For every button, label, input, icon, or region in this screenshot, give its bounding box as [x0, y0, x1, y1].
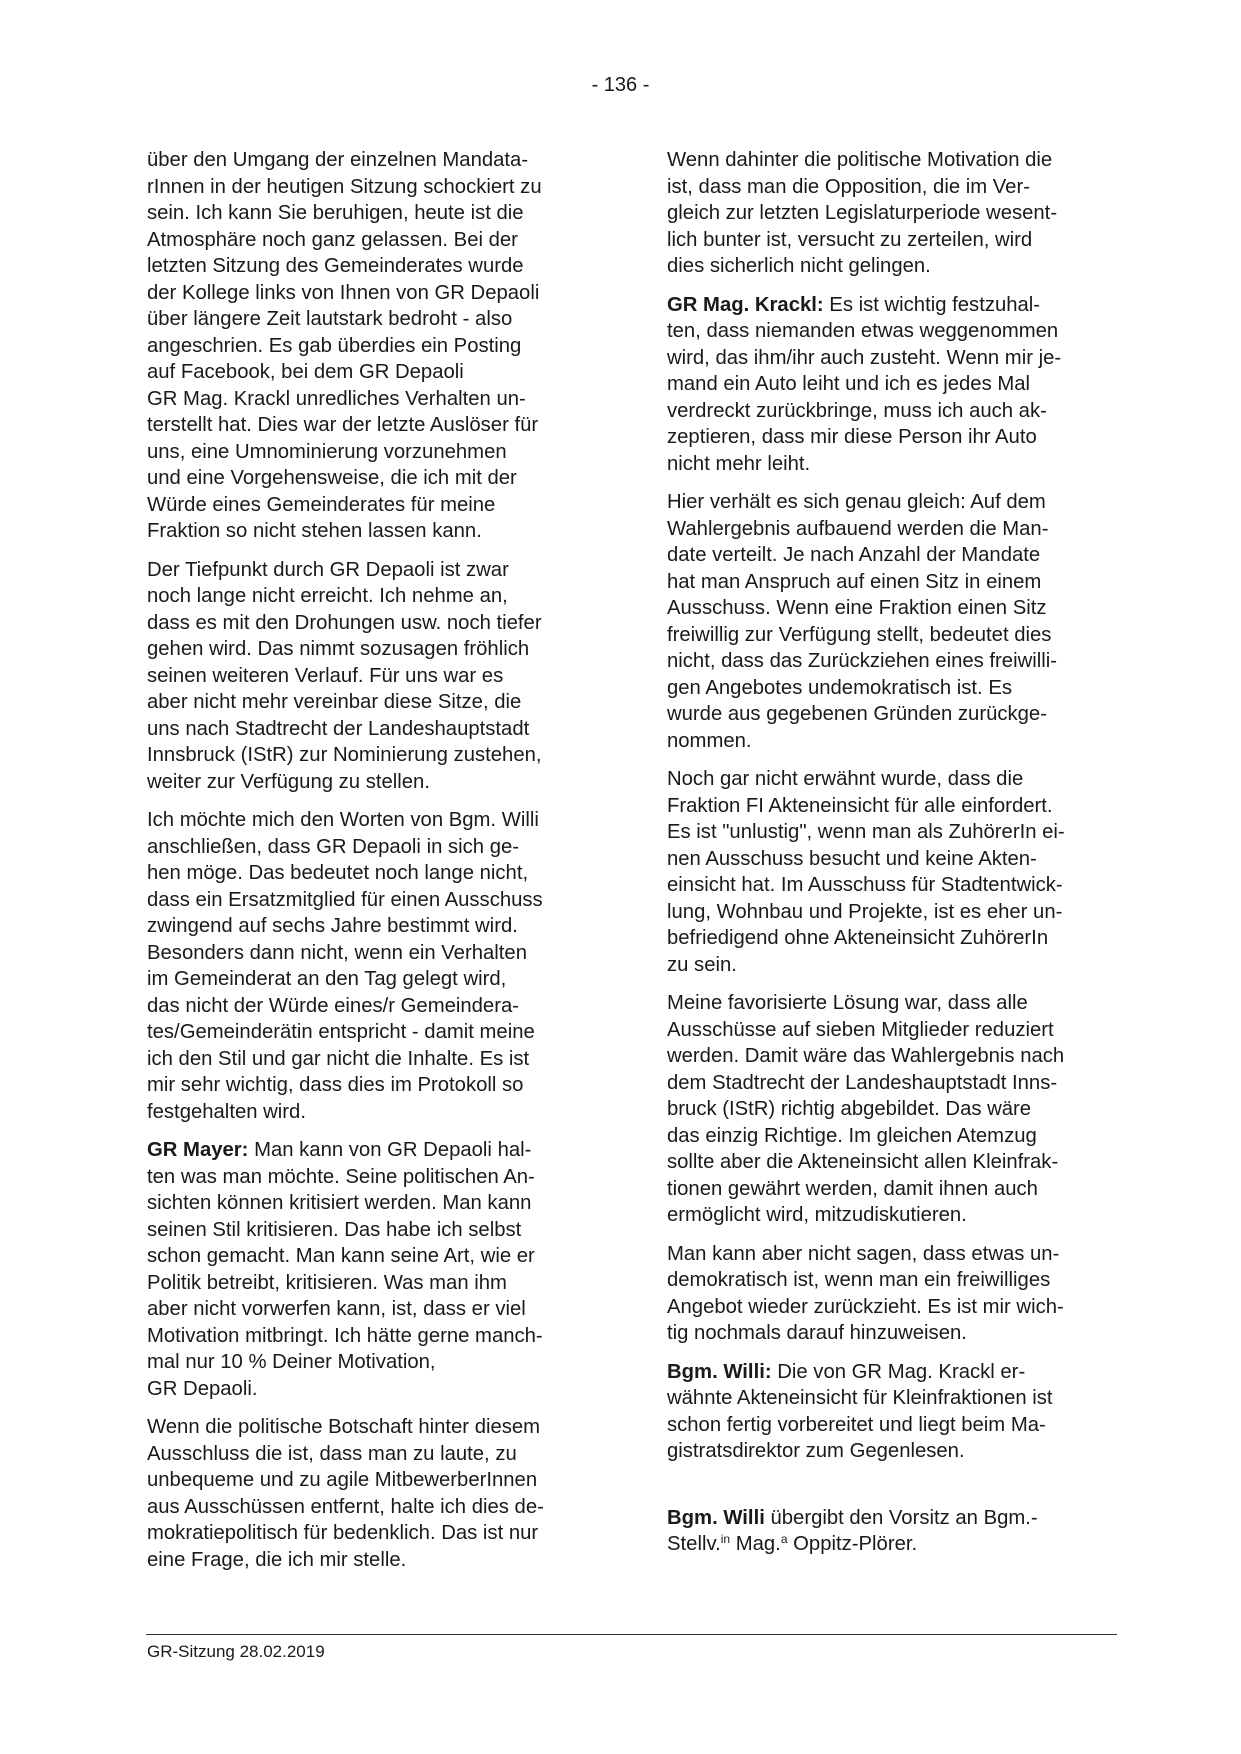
paragraph [667, 147, 1117, 280]
paragraph [147, 147, 597, 545]
paragraph [667, 990, 1117, 1229]
text-line: zeptieren, dass mir diese Person ihr Auto [667, 426, 1037, 448]
name-text: Oppitz-Plörer. [787, 1533, 918, 1555]
text-line: wurde aus gegebenen Gründen zurückge- [667, 703, 1047, 725]
text-line: Wenn dahinter die politische Motivation die [667, 149, 1053, 171]
speaker-paragraph-willi [667, 1359, 1117, 1465]
speaker-name: Bgm. Willi [667, 1506, 765, 1529]
text-line: Ich möchte mich den Worten von Bgm. Willi [147, 809, 539, 831]
text-line: gleich zur letzten Legislaturperiode wesent- [667, 202, 1058, 224]
text-line: ermöglicht wird, mitzudiskutieren. [667, 1204, 967, 1226]
handover-note [667, 1505, 1117, 1558]
text-line: das nicht der Würde eines/r Gemeindera- [147, 994, 519, 1017]
speaker-name: GR Mag. Krackl: [667, 293, 824, 316]
text-line: Der Tiefpunkt durch GR Depaoli ist zwar [147, 558, 509, 581]
text-line: zu sein. [667, 953, 737, 976]
speaker-paragraph-mayer [147, 1137, 597, 1402]
text-line: gen Angebotes undemokratisch ist. Es [667, 676, 1012, 699]
text-line: mand ein Auto leiht und ich es jedes Mal [667, 373, 1031, 395]
left-column [147, 147, 597, 1585]
text-line: Besonders dann nicht, wenn ein Verhalten [147, 941, 527, 964]
text-line: das einzig Richtige. Im gleichen Atemzug [667, 1124, 1037, 1147]
superscript-in: in [720, 1532, 731, 1546]
text-line: der Kollege links von Ihnen von GR Depaoli [147, 281, 540, 304]
first-line [667, 1359, 1117, 1386]
text-line: Es ist "unlustig", wenn man als ZuhörerIn ei- [667, 821, 1065, 843]
text-line: freiwillig zur Verfügung stellt, bedeutet dies [667, 623, 1052, 646]
text-line: weiter zur Verfügung zu stellen. [147, 770, 430, 793]
text-line: terstellt hat. Dies war der letzte Auslöser für [147, 414, 539, 436]
text-line: mal nur 10 % Deiner Motivation, [147, 1351, 436, 1373]
text-line: tes/Gemeinderätin entspricht - damit meine [147, 1021, 535, 1043]
text-line: nommen. [667, 729, 752, 752]
text-line: dass es mit den Drohungen usw. noch tiefer [147, 611, 542, 634]
text-line: Fraktion so nicht stehen lassen kann. [147, 520, 482, 542]
text-line: mir sehr wichtig, dass dies im Protokoll so [147, 1074, 524, 1096]
paragraph [667, 766, 1117, 978]
text-line: bruck (IStR) richtig abgebildet. Das wäre [667, 1098, 1032, 1120]
text-line: sein. Ich kann Sie beruhigen, heute ist die [147, 202, 524, 224]
text-line: date verteilt. Je nach Anzahl der Mandate [667, 544, 1041, 566]
text-line: Noch gar nicht erwähnt wurde, dass die [667, 768, 1024, 790]
paragraph [147, 807, 597, 1125]
text-line: Hier verhält es sich genau gleich: Auf dem [667, 491, 1046, 513]
text-line: Wenn die politische Botschaft hinter diesem [147, 1416, 541, 1438]
text-line: uns, eine Umnominierung vorzunehmen [147, 440, 507, 463]
speaker-paragraph-krackl [667, 292, 1117, 478]
text-line: hat man Anspruch auf einen Sitz in einem [667, 570, 1042, 593]
paragraph-lines [667, 1385, 1117, 1465]
text-line: seinen Stil kritisieren. Das habe ich selbst [147, 1218, 522, 1241]
text: Man kann von GR Depaoli hal- [248, 1139, 532, 1161]
text-line: Innsbruck (IStR) zur Nominierung zustehen, [147, 744, 542, 766]
text-line: hen möge. Das bedeutet noch lange nicht, [147, 862, 529, 884]
text-line: auf Facebook, bei dem GR Depaoli [147, 361, 464, 383]
text-line: Man kann aber nicht sagen, dass etwas un- [667, 1242, 1060, 1265]
footer-text: GR-Sitzung 28.02.2019 [147, 1642, 325, 1661]
text-line: Ausschüsse auf sieben Mitglieder reduziert [667, 1018, 1054, 1041]
text-line: Würde eines Gemeinderates für meine [147, 493, 496, 516]
text: Die von GR Mag. Krackl er- [771, 1360, 1026, 1383]
text-line: einsicht hat. Im Ausschuss für Stadtentwick- [667, 874, 1063, 896]
text-line: im Gemeinderat an den Tag gelegt wird, [147, 968, 507, 990]
second-line [667, 1531, 1117, 1558]
text-line: aber nicht vorwerfen kann, ist, dass er viel [147, 1298, 526, 1320]
text-line: ten, dass niemanden etwas weggenommen [667, 320, 1059, 342]
text-line: ist, dass man die Opposition, die im Ver- [667, 175, 1030, 198]
text-line: werden. Damit wäre das Wahlergebnis nach [667, 1045, 1065, 1067]
speaker-name: GR Mayer: [147, 1139, 249, 1161]
superscript-a: a [780, 1532, 788, 1546]
text-line: über den Umgang der einzelnen Mandata- [147, 149, 529, 171]
page-number: - 136 - [591, 74, 650, 96]
text-line: dies sicherlich nicht gelingen. [667, 255, 931, 277]
paragraph [667, 1241, 1117, 1347]
paragraph [667, 489, 1117, 754]
text-line: letzten Sitzung des Gemeinderates wurde [147, 255, 524, 277]
text-line: aus Ausschüssen entfernt, halte ich dies de- [147, 1495, 544, 1518]
text-line: Meine favorisierte Lösung war, dass alle [667, 992, 1028, 1014]
text-line: GR Depaoli. [147, 1377, 258, 1400]
text-line: angeschrien. Es gab überdies ein Posting [147, 334, 522, 357]
text-line: über längere Zeit lautstark bedroht - also [147, 308, 513, 330]
paragraph [147, 557, 597, 796]
text-line: eine Frage, die ich mir stelle. [147, 1548, 407, 1571]
text-line: befriedigend ohne Akteneinsicht ZuhörerIn [667, 927, 1049, 949]
paragraph [147, 1414, 597, 1573]
text-line: ich den Stil und gar nicht die Inhalte. Es ist [147, 1047, 530, 1070]
text-line: wird, das ihm/ihr auch zusteht. Wenn mir je- [667, 346, 1062, 369]
text-line: gistratsdirektor zum Gegenlesen. [667, 1440, 965, 1462]
text-line: dass ein Ersatzmitglied für einen Ausschuss [147, 888, 543, 911]
text-line: verdreckt zurückbringe, muss ich auch ak- [667, 399, 1047, 422]
text-line: GR Mag. Krackl unredliches Verhalten un- [147, 387, 526, 410]
text-line: seinen weiteren Verlauf. Für uns war es [147, 664, 504, 687]
text-line: schon gemacht. Man kann seine Art, wie er [147, 1245, 535, 1267]
stellv-text: Stellv. [667, 1533, 721, 1555]
text-line: Motivation mitbringt. Ich hätte gerne manch- [147, 1324, 543, 1347]
text-line: sollte aber die Akteneinsicht allen Kleinfrak- [667, 1151, 1059, 1173]
text-line: unbequeme und zu agile MitbewerberInnen [147, 1469, 538, 1491]
text-line: zwingend auf sechs Jahre bestimmt wird. [147, 915, 518, 937]
text-line: nicht mehr leiht. [667, 452, 811, 475]
text-line: tig nochmals darauf hinzuweisen. [667, 1322, 967, 1344]
paragraph-lines [667, 318, 1117, 477]
text-line: Ausschluss die ist, dass man zu laute, zu [147, 1442, 517, 1465]
text-line: noch lange nicht erreicht. Ich nehme an, [147, 585, 508, 607]
text-line: Wahlergebnis aufbauend werden die Man- [667, 517, 1049, 540]
text-line: Angebot wieder zurückzieht. Es ist mir wich- [667, 1295, 1064, 1318]
text-line: Politik betreibt, kritisieren. Was man ihm [147, 1271, 507, 1294]
text-line: demokratisch ist, wenn man ein freiwilliges [667, 1269, 1051, 1291]
text-line: Atmosphäre noch ganz gelassen. Bei der [147, 228, 518, 251]
text-line: uns nach Stadtrecht der Landeshauptstadt [147, 717, 530, 740]
right-column [667, 147, 1117, 1570]
text-line: dem Stadtrecht der Landeshauptstadt Inns- [667, 1071, 1058, 1094]
text-line: anschließen, dass GR Depaoli in sich ge- [147, 835, 520, 858]
paragraph-lines [147, 1164, 597, 1403]
text-line: mokratiepolitisch für bedenklich. Das ist nur [147, 1522, 539, 1544]
text: übergibt den Vorsitz an Bgm.- [764, 1506, 1038, 1529]
text-line: ten was man möchte. Seine politischen An- [147, 1165, 535, 1188]
text-line: nen Ausschuss besucht und keine Akten- [667, 847, 1037, 870]
mag-text: Mag. [730, 1533, 781, 1555]
text-line: aber nicht mehr vereinbar diese Sitze, die [147, 691, 522, 713]
text-line: tionen gewährt werden, damit ihnen auch [667, 1177, 1038, 1200]
text-line: wähnte Akteneinsicht für Kleinfraktionen ist [667, 1387, 1053, 1409]
text-line: Fraktion FI Akteneinsicht für alle einfordert. [667, 794, 1053, 817]
first-line [667, 1505, 1117, 1532]
text-line: lung, Wohnbau und Projekte, ist es eher un- [667, 900, 1063, 923]
text-line: sichten können kritisiert werden. Man kann [147, 1192, 532, 1214]
text-line: rInnen in der heutigen Sitzung schockiert zu [147, 175, 542, 198]
text-line: nicht, dass das Zurückziehen eines freiwilli- [667, 650, 1058, 672]
text-line: und eine Vorgehensweise, die ich mit der [147, 467, 517, 489]
footer-rule [146, 1634, 1117, 1635]
first-line [147, 1137, 597, 1164]
speaker-name: Bgm. Willi: [667, 1360, 772, 1383]
text-line: gehen wird. Das nimmt sozusagen fröhlich [147, 638, 530, 660]
text: Es ist wichtig festzuhal- [823, 293, 1041, 316]
spacer [667, 1477, 1117, 1505]
text-line: schon fertig vorbereitet und liegt beim Ma- [667, 1413, 1046, 1436]
text-line: lich bunter ist, versucht zu zerteilen, wird [667, 228, 1033, 251]
first-line [667, 292, 1117, 319]
text-line: Ausschuss. Wenn eine Fraktion einen Sitz [667, 597, 1047, 619]
text-line: festgehalten wird. [147, 1100, 306, 1123]
